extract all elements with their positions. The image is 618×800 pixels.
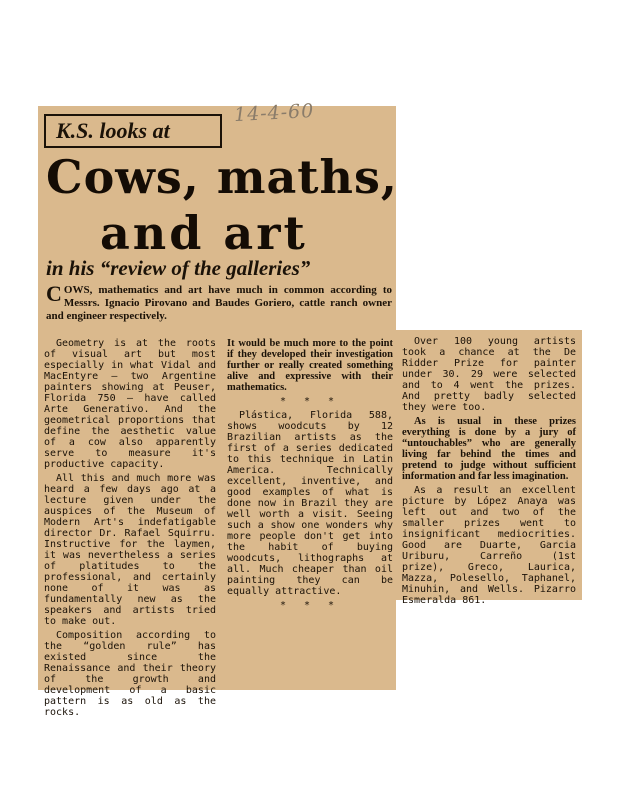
column-1: [44, 338, 216, 721]
column-3-bold-paragraph: As is usual in these prizes everything is done by a jury of “untouchables” who are generally living far behind the times and pretend to judge without sufficient information and far less imagination.: [402, 416, 576, 482]
column-2-paragraph: Plástica, Florida 588, shows woodcuts by 12 Brazilian artists as the first of a series dedicated to this technique in Latin America. Technically excellent, inventive, and good examples of what is done now in Brazil they are well worth a visit. Seeing such a show one wonders why more people don't get into the habit of buying woodcuts, lithographs at all. Much cheaper than oil painting they can be equally attractive.: [227, 410, 393, 597]
column-2-bold-paragraph: It would be much more to the point if they developed their investigation further or really created something alive and expressive with their mathematics.: [227, 338, 393, 393]
subheadline: in his “review of the galleries”: [46, 256, 311, 280]
section-separator: * * *: [279, 396, 341, 407]
handwritten-date: 14-4-60: [233, 99, 315, 127]
lede-paragraph: [46, 281, 392, 323]
lede-text: OWS, mathematics and art have much in common according to Messrs. Ignacio Pirovano and Baudes Goriero, cattle ranch owner and engineer respectively.: [46, 284, 392, 322]
headline-line-2: and art: [100, 206, 308, 260]
column-1-paragraph: Geometry is at the roots of visual art but most especially in what Vidal and MacEntyre — two Argentine painters showing at Peuser, Florida 750 — have called Arte Generativo. And the geometrical proportions that define the aesthetic value of a cow also apparently serve to measure it's productive capacity.: [44, 338, 216, 470]
section-separator: * * *: [279, 600, 341, 611]
column-3: [402, 336, 576, 609]
column-1-paragraph: All this and much more was heard a few days ago at a lecture given under the auspices of the Museum of Modern Art's indefatigable director Dr. Rafael Squirru. Instructive for the laymen, it was nevertheless a series of platitudes to the professional, and certainly none of it was as fundamentally new as the speakers and artists tried to make out.: [44, 473, 216, 627]
column-3-paragraph: Over 100 young artists took a chance at the De Ridder Prize for painter under 30. 29 were selected and to 4 went the prizes. And pretty badly selected they were too.: [402, 336, 576, 413]
column-1-paragraph: Composition according to the “golden rule” has existed since the Renaissance and their theory of the growth and development of a basic pattern is as old as the rocks.: [44, 630, 216, 718]
lede-drop-cap: C: [46, 281, 62, 306]
headline-line-1: Cows, maths,: [46, 150, 398, 204]
kicker-label: K.S. looks at: [44, 114, 222, 148]
column-2: [227, 338, 393, 614]
column-3-paragraph: As a result an excellent picture by López Anaya was left out and two of the smaller prizes went to insignificant mediocrities. Good are Duarte, Garcia Uriburu, Carreño (1st prize), Greco, Laurica, Mazza, Polesello, Taphanel, Minuhin, and Wells. Pizarro Esmeralda 861.: [402, 485, 576, 606]
